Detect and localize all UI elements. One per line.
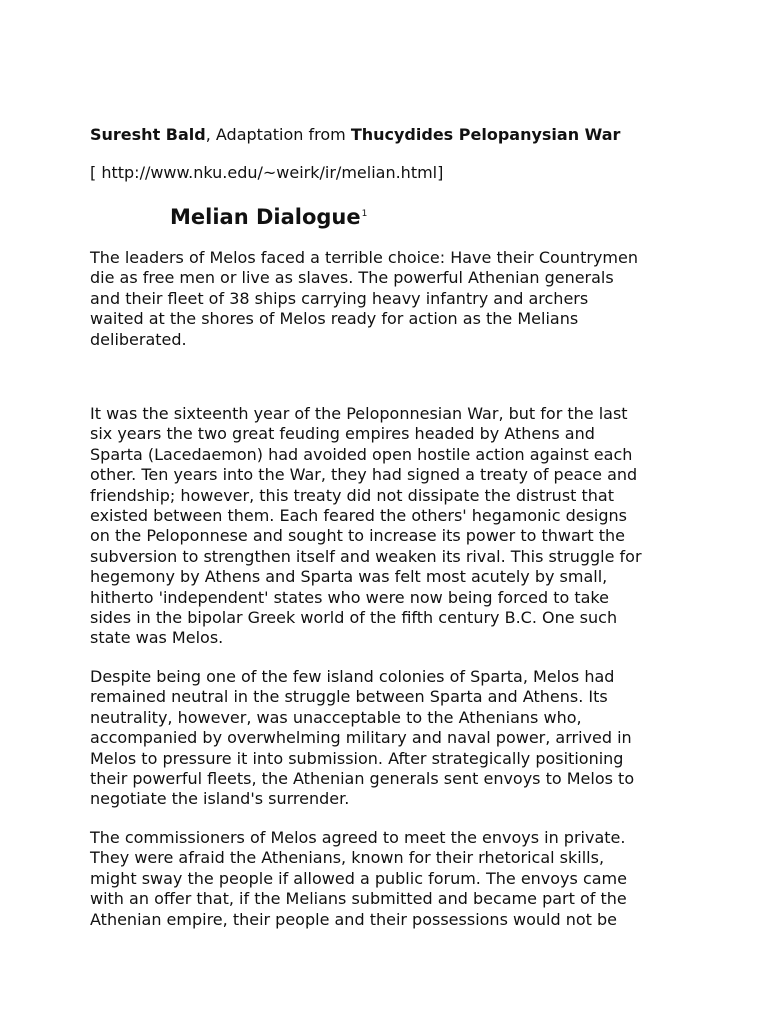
paragraph-line: state was Melos. — [90, 628, 224, 648]
paragraph-line: It was the sixteenth year of the Peloponnesian War, but for the last — [90, 404, 628, 423]
paragraph-line: neutrality, however, was unacceptable to the Athenians who, — [90, 707, 582, 727]
paragraph-line: deliberated. — [90, 329, 187, 349]
paragraph-line: remained neutral in the struggle between Sparta and Athens. Its — [90, 687, 608, 707]
byline-connector: , Adaptation from — [205, 125, 351, 144]
paragraph-line: hitherto 'independent' states who were now being forced to take — [90, 587, 609, 607]
paragraph-line: waited at the shores of Melos ready for action as the Melians — [90, 309, 579, 329]
paragraph-line: hegemony by Athens and Sparta was felt most acutely by small, — [90, 567, 608, 587]
paragraph-intro — [90, 248, 690, 350]
page-title — [170, 200, 367, 231]
paragraph-line: Athenian empire, their people and their possessions would not be — [90, 909, 617, 929]
paragraph-line: with an offer that, if the Melians submitted and became part of the — [90, 889, 627, 909]
byline — [90, 125, 620, 145]
paragraph-line: their powerful fleets, the Athenian generals sent envoys to Melos to — [90, 769, 635, 789]
paragraph-line: might sway the people if allowed a public forum. The envoys came — [90, 868, 627, 888]
title-text: Melian Dialogue — [170, 205, 361, 229]
paragraph-peloponnesian-war — [90, 404, 690, 649]
source-url: [ http://www.nku.edu/~weirk/ir/melian.html] — [90, 163, 444, 182]
footnote-marker: 1 — [361, 209, 368, 219]
paragraph-line: accompanied by overwhelming military and naval power, arrived in — [90, 728, 632, 748]
source-work-title: Thucydides Pelopanysian War — [350, 125, 621, 144]
paragraph-commissioners — [90, 828, 690, 930]
paragraph-line: Despite being one of the few island colonies of Sparta, Melos had — [90, 667, 615, 686]
paragraph-line: other. Ten years into the War, they had signed a treaty of peace and — [90, 465, 638, 485]
paragraph-line: The commissioners of Melos agreed to meet the envoys in private. — [90, 828, 626, 847]
paragraph-line: Melos to pressure it into submission. After strategically positioning — [90, 748, 624, 768]
paragraph-line: existed between them. Each feared the others' hegamonic designs — [90, 506, 627, 526]
paragraph-line: Sparta (Lacedaemon) had avoided open hostile action against each — [90, 444, 633, 464]
paragraph-line: and their fleet of 38 ships carrying heavy infantry and archers — [90, 288, 589, 308]
paragraph-line: The leaders of Melos faced a terrible choice: Have their Countrymen — [90, 248, 638, 267]
paragraph-melos-neutrality — [90, 667, 690, 810]
paragraph-line: friendship; however, this treaty did not dissipate the distrust that — [90, 485, 615, 505]
paragraph-line: on the Peloponnese and sought to increase its power to thwart the — [90, 526, 625, 546]
paragraph-line: negotiate the island's surrender. — [90, 789, 350, 809]
author-name: Suresht Bald — [90, 125, 206, 144]
paragraph-line: die as free men or live as slaves. The powerful Athenian generals — [90, 268, 614, 288]
paragraph-line: six years the two great feuding empires headed by Athens and — [90, 424, 595, 444]
paragraph-line: They were afraid the Athenians, known for their rhetorical skills, — [90, 848, 605, 868]
paragraph-line: sides in the bipolar Greek world of the fifth century B.C. One such — [90, 608, 618, 628]
paragraph-line: subversion to strengthen itself and weaken its rival. This struggle for — [90, 546, 642, 566]
